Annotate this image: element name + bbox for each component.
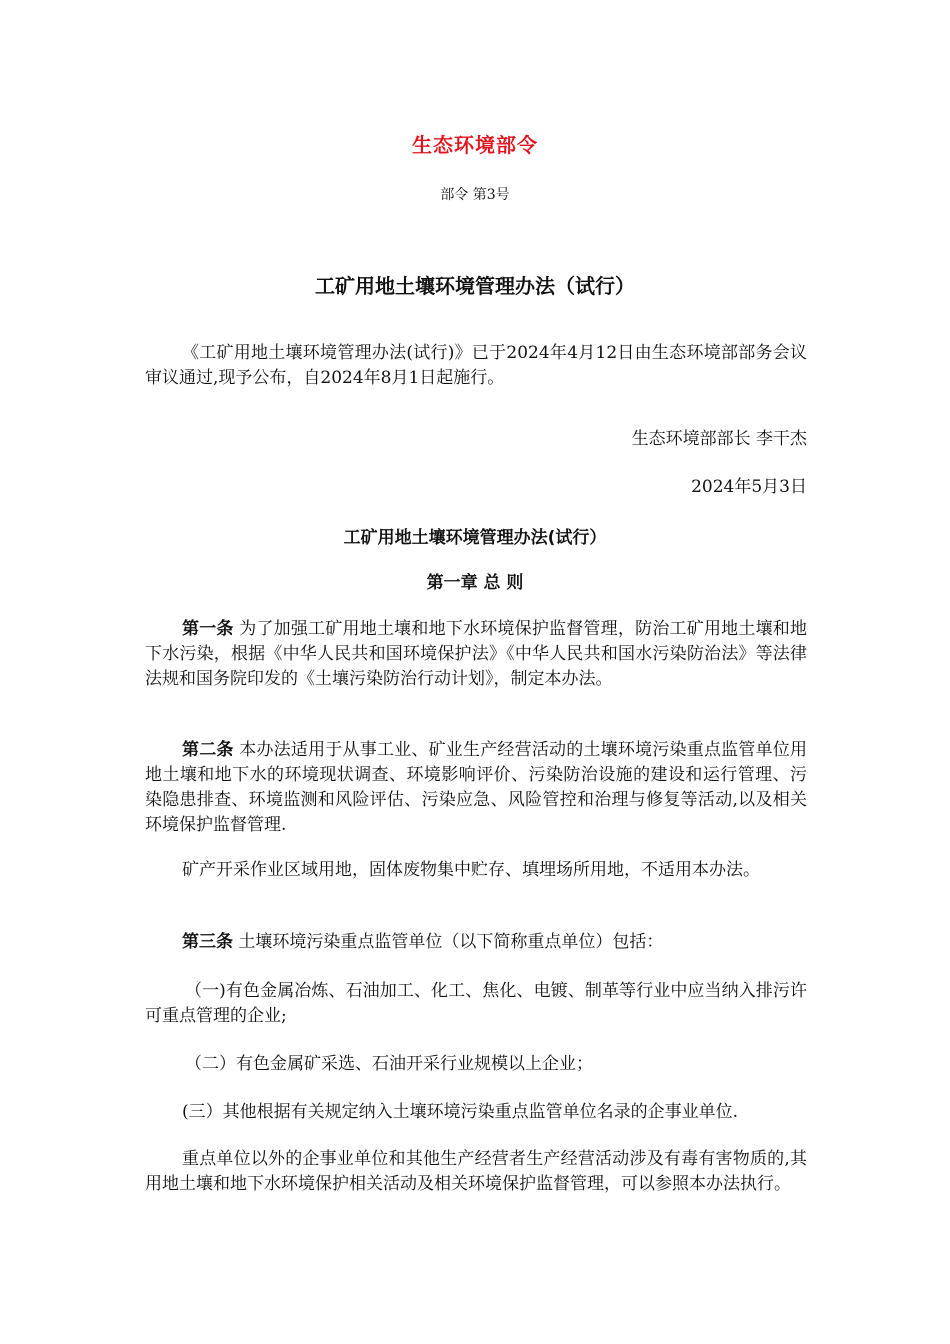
article-2-label: 第二条 (182, 740, 234, 760)
list-item-3: (三）其他根据有关规定纳入土壤环境污染重点监管单位名录的企事业单位. (182, 1102, 739, 1122)
document-title: 工矿用地土壤环境管理办法(试行） (343, 528, 607, 548)
article-2 (145, 738, 807, 838)
decree-number: 部令 第3号 (440, 187, 510, 203)
article-3-text: 土壤环境污染重点监管单位（以下简称重点单位）包括： (233, 932, 664, 952)
article-1-text: 为了加强工矿用地土壤和地下水环境保护监督管理，防治工矿用地土壤和地下水污染，根据《中华人民共和国环境保护法》《中华人民共和国水污染防治法》等法律法规和国务院印发的《土壤污染防治行动计划》，制定本办法。 (145, 619, 808, 689)
main-title: 工矿用地土壤环境管理办法（试行） (315, 274, 635, 298)
article-3-label: 第三条 (182, 932, 233, 952)
list-item-2: （二）有色金属矿采选、石油开采行业规模以上企业； (185, 1054, 593, 1074)
article-1 (145, 617, 807, 692)
mining-exclusion-paragraph: 矿产开采作业区域用地，固体废物集中贮存、填埋场所用地，不适用本办法。 (182, 860, 760, 880)
signature-line: 生态环境部部长 李干杰 (631, 429, 807, 449)
issue-date: 2024年5月3日 (691, 477, 807, 497)
list-item-1: （一)有色金属冶炼、石油加工、化工、焦化、电镀、制革等行业中应当纳入排污许可重点管理的企业; (145, 981, 807, 1026)
decree-title: 生态环境部令 (412, 133, 538, 157)
other-units-paragraph: 重点单位以外的企事业单位和其他生产经营者生产经营活动涉及有毒有害物质的,其用地土壤和地下水环境保护相关活动及相关环境保护监督管理，可以参照本办法执行。 (145, 1149, 807, 1194)
article-2-text: 本办法适用于从事工业、矿业生产经营活动的土壤环境污染重点监管单位用地土壤和地下水的环境现状调查、环境影响评价、污染防治设施的建设和运行管理、污染隐患排查、环境监测和风险评估、污染应急、风险管控和治理与修复等活动,以及相关环境保护监督管理. (145, 740, 808, 835)
article-3 (145, 930, 807, 955)
preamble-paragraph: 《工矿用地土壤环境管理办法(试行)》已于2024年4月12日由生态环境部部务会议审议通过,现予公布，自2024年8月1日起施行。 (145, 343, 807, 388)
article-1-label: 第一条 (182, 619, 234, 639)
chapter-title: 第一章 总 则 (426, 573, 524, 593)
